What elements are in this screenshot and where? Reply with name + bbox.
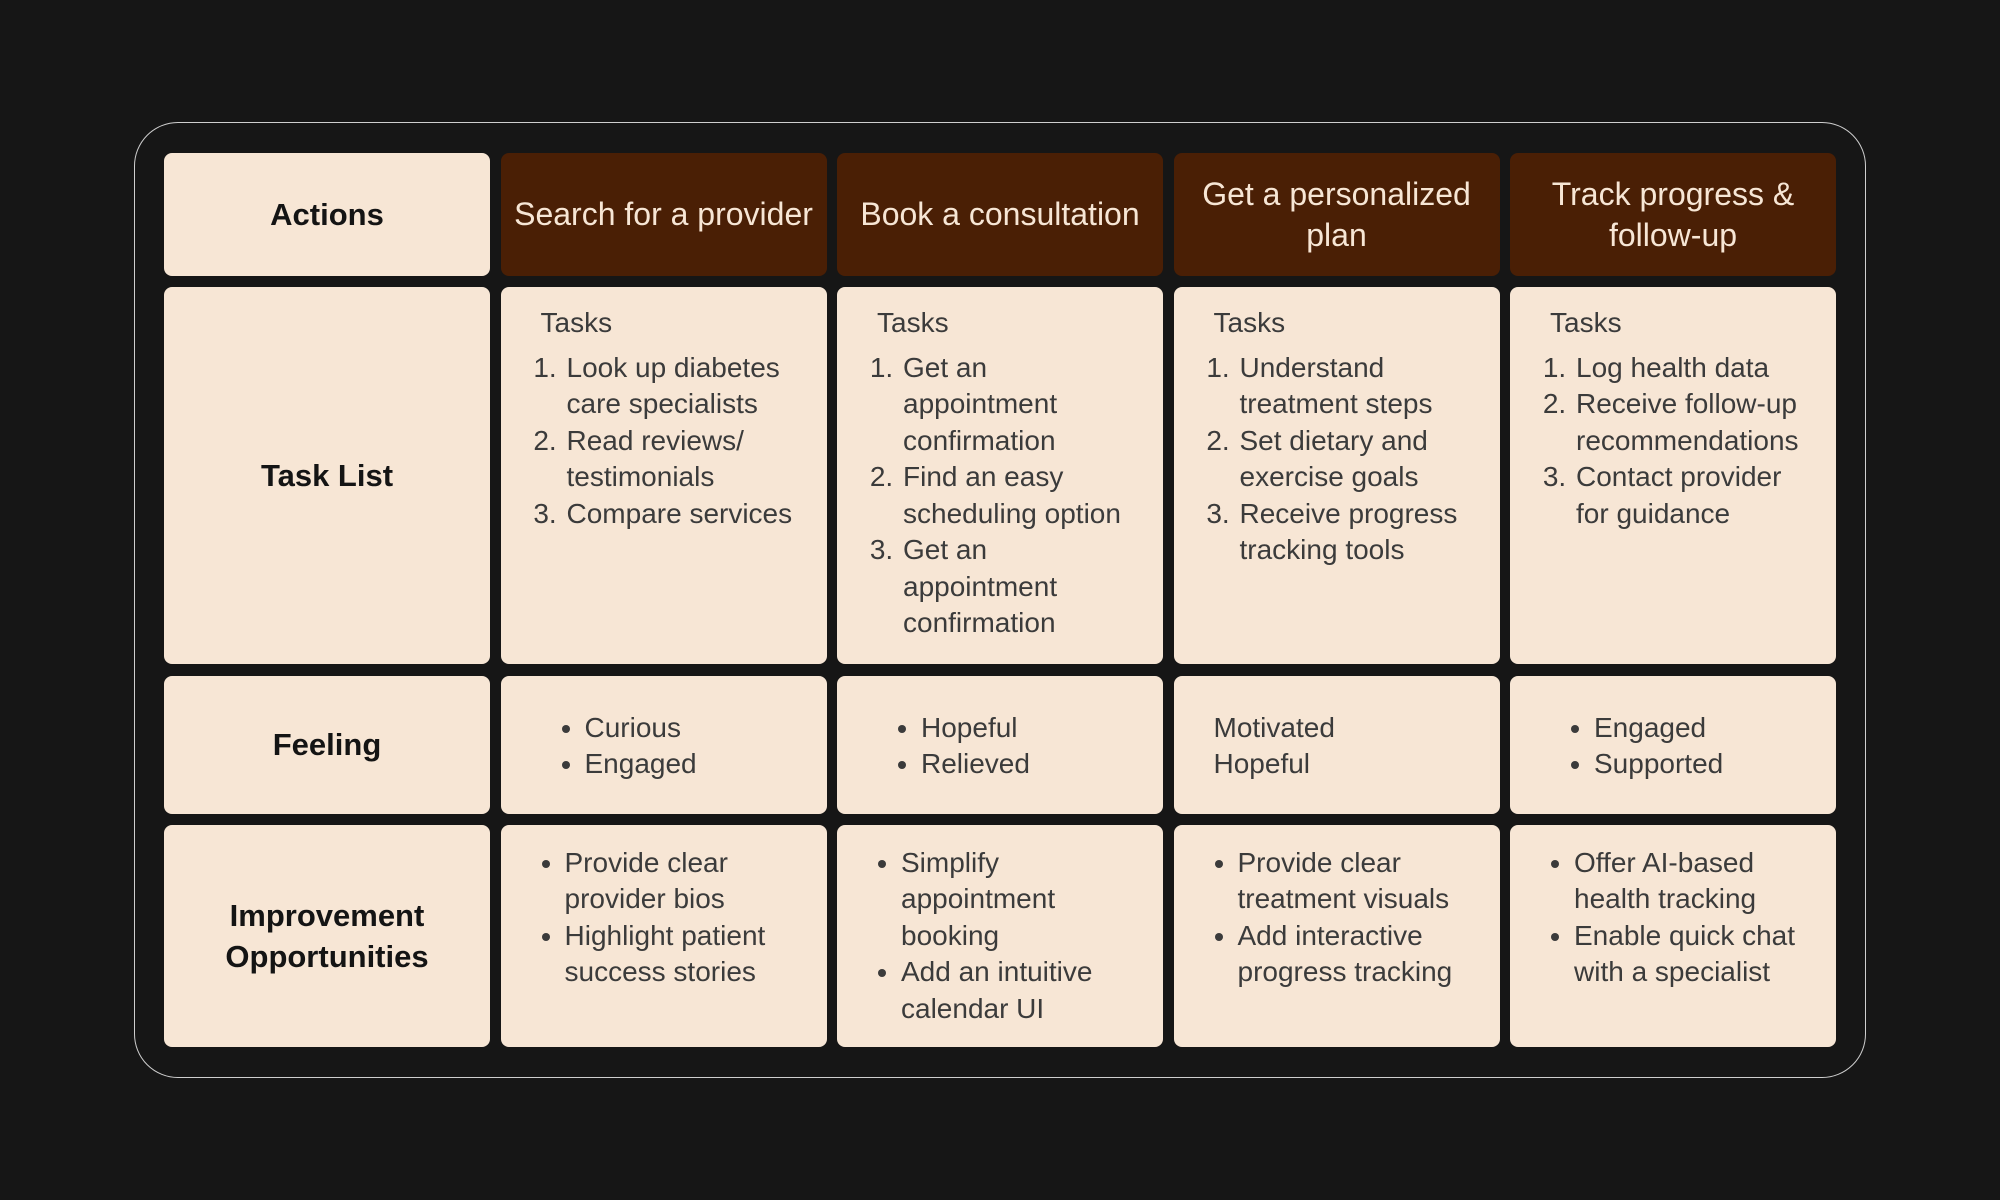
action-header: Book a consultation (837, 153, 1163, 276)
row-label-improvement-opportunities: Improvement Opportunities (164, 825, 490, 1047)
task-cell (837, 287, 1163, 664)
feeling-item: • Curious (585, 710, 811, 747)
task-item: 2. Set dietary and exercise goals (1238, 423, 1482, 496)
improvement-item: • Offer AI-based health tracking (1574, 845, 1820, 918)
task-cell (1510, 287, 1836, 664)
row-label-feeling: Feeling (164, 676, 490, 814)
journey-map-grid (164, 153, 1836, 1047)
task-list (1540, 350, 1818, 533)
row-label-actions: Actions (164, 153, 490, 276)
improvement-item: • Enable quick chat with a specialist (1574, 918, 1820, 991)
feeling-cell (501, 676, 827, 814)
feeling-item: • Supported (1594, 746, 1820, 783)
tasks-heading: Tasks (1213, 307, 1286, 339)
task-item: 2. Read reviews/ testimonials (565, 423, 809, 496)
improvement-list (1208, 845, 1484, 991)
task-item: 2. Find an easy scheduling option (901, 459, 1145, 532)
improvement-item: • Add interactive progress tracking (1238, 918, 1484, 991)
feeling-item: Motivated (1213, 711, 1335, 743)
tasks-heading: Tasks (1550, 307, 1622, 339)
action-header: Search for a provider (501, 153, 827, 276)
feeling-item: • Hopeful (921, 710, 1147, 747)
feeling-cell (837, 676, 1163, 814)
tasks-heading: Tasks (540, 307, 613, 339)
improvement-item: • Add an intuitive calendar UI (901, 954, 1147, 1027)
improvement-item: • Simplify appointment booking (901, 845, 1147, 955)
action-header: Track progress & follow-up (1510, 153, 1836, 276)
task-item: 1. Understand treatment steps (1238, 350, 1482, 423)
feeling-list (891, 710, 1147, 783)
task-list (867, 350, 1145, 642)
feeling-cell (1174, 676, 1500, 814)
feeling-list (1214, 710, 1484, 783)
improvement-cell (837, 825, 1163, 1047)
improvement-cell (1510, 825, 1836, 1047)
improvement-item: • Provide clear provider bios (565, 845, 811, 918)
feeling-item: • Relieved (921, 746, 1147, 783)
improvement-item: • Provide clear treatment visuals (1238, 845, 1484, 918)
task-cell (501, 287, 827, 664)
improvement-list (1544, 845, 1820, 991)
feeling-cell (1510, 676, 1836, 814)
improvement-list (871, 845, 1147, 1028)
task-list (1204, 350, 1482, 569)
task-cell (1174, 287, 1500, 664)
task-item: 3. Contact provider for guidance (1574, 459, 1818, 532)
task-list (531, 350, 809, 533)
task-item: 1. Look up diabetes care specialists (565, 350, 809, 423)
tasks-heading: Tasks (877, 307, 949, 339)
feeling-list (1564, 710, 1820, 783)
feeling-item: Hopeful (1213, 748, 1311, 780)
action-header: Get a personalized plan (1174, 153, 1500, 276)
improvement-list (535, 845, 811, 991)
task-item: 2. Receive follow-up recommendations (1574, 386, 1818, 459)
improvement-cell (501, 825, 827, 1047)
task-item: 1. Log health data (1574, 350, 1818, 387)
task-item: 3. Receive progress tracking tools (1238, 496, 1482, 569)
row-label-task-list: Task List (164, 287, 490, 664)
improvement-item: • Highlight patient success stories (565, 918, 811, 991)
improvement-cell (1174, 825, 1500, 1047)
task-item: 3. Compare services (565, 496, 809, 533)
feeling-list (555, 710, 811, 783)
task-item: 3. Get an appointment confirmation (901, 532, 1145, 642)
task-item: 1. Get an appointment confirmation (901, 350, 1145, 460)
feeling-item: • Engaged (1594, 710, 1820, 747)
feeling-item: • Engaged (585, 746, 811, 783)
